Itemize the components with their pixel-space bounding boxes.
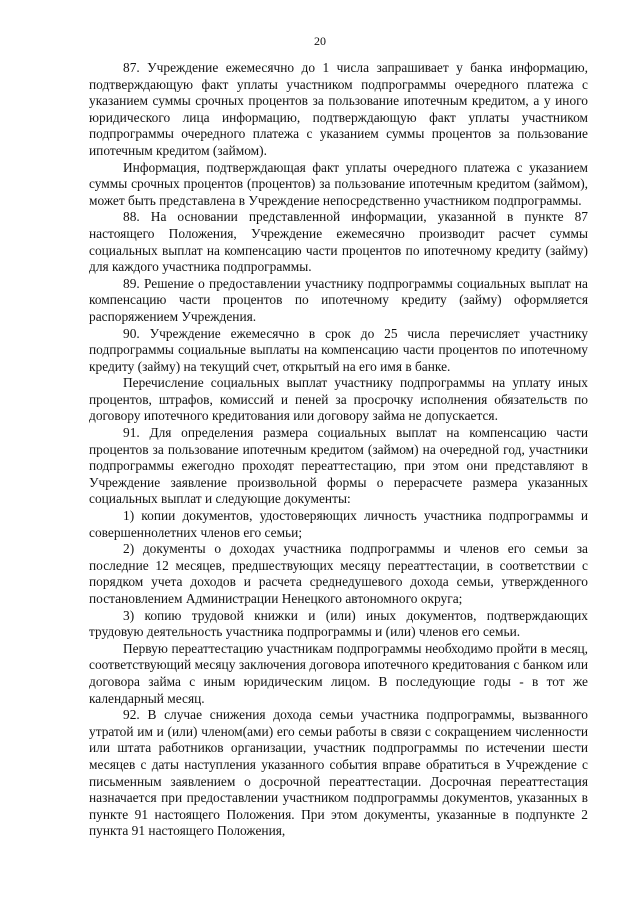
document-body: [89, 60, 588, 840]
paragraph-92: 92. В случае снижения дохода семьи участника подпрограммы, вызванного утратой им и (или) членом(ами) его семьи работы в связи с сокращением численности или штата работников организации, участник подпрограммы по истечении шести месяцев с даты наступления указанного события вправе обратиться в Учреждение с письменным заявлением о досрочной переаттестации. Досрочная переаттестация назначается при предоставлении участником подпрограммы документов, указанных в пункте 91 настоящего Положения. При этом документы, указанные в подпункте 2 пункта 91 настоящего Положения,: [89, 707, 588, 839]
paragraph-88: 88. На основании представленной информации, указанной в пункте 87 настоящего Положения, Учреждение ежемесячно производит расчет суммы социальных выплат на компенсацию части процентов по ипотечному кредиту (займу) для каждого участника подпрограммы.: [89, 209, 588, 275]
paragraph-91-first-attestation: Первую переаттестацию участникам подпрограммы необходимо пройти в месяц, соответствующий месяцу заключения договора ипотечного кредитования с банком или договора займа с иным юридическим лицом. В последующие годы - в тот же календарный месяц.: [89, 640, 588, 706]
paragraph-90: 90. Учреждение ежемесячно в срок до 25 числа перечисляет участнику подпрограммы социальные выплаты на компенсацию части процентов по ипотечному кредиту (займу) на текущий счет, открытый на его имя в банке.: [89, 325, 588, 374]
paragraph-91-item-3: 3) копию трудовой книжки и (или) иных документов, подтверждающих трудовую деятельность участника подпрограммы и (или) членов его семьи.: [89, 607, 588, 640]
paragraph-90-transfer: Перечисление социальных выплат участнику подпрограммы на уплату иных процентов, штрафов, комиссий и пеней за просрочку исполнения обязательств по договору ипотечного кредитования или договору займа не допускается.: [89, 375, 588, 424]
paragraph-91-item-2: 2) документы о доходах участника подпрограммы и членов его семьи за последние 12 месяцев, предшествующих месяцу переаттестации, в соответствии с порядком учета доходов и расчета среднедушевого дохода семьи, утвержденного постановлением Администрации Ненецкого автономного округа;: [89, 541, 588, 606]
paragraph-87-info: Информация, подтверждающая факт уплаты очередного платежа с указанием суммы срочных процентов (процентов) за пользование ипотечным кредитом (займом), может быть представлена в Учреждение непосредственно участником подпрограммы.: [89, 159, 588, 208]
paragraph-87: 87. Учреждение ежемесячно до 1 числа запрашивает у банка информацию, подтверждающую факт уплаты участником подпрограммы очередного платежа с указанием суммы срочных процентов за пользование ипотечным кредитом, а у иного юридического лица информацию, подтверждающую факт уплаты участником подпрограммы очередного платежа с указанием суммы процентов за пользование ипотечным кредитом (займом).: [89, 60, 588, 158]
paragraph-89: 89. Решение о предоставлении участнику подпрограммы социальных выплат на компенсацию части процентов по ипотечному кредиту (займу) оформляется распоряжением Учреждения.: [89, 275, 588, 324]
page-number: 20: [314, 34, 326, 48]
paragraph-91: 91. Для определения размера социальных выплат на компенсацию части процентов за пользование ипотечным кредитом (займом) на очередной год, участники подпрограммы ежегодно проходят переаттестацию, при этом они представляют в Учреждение заявление произвольной формы о перерасчете размера указанных социальных выплат и следующие документы:: [89, 425, 588, 507]
paragraph-91-item-1: 1) копии документов, удостоверяющих личность участника подпрограммы и совершеннолетних членов его семьи;: [89, 508, 588, 540]
